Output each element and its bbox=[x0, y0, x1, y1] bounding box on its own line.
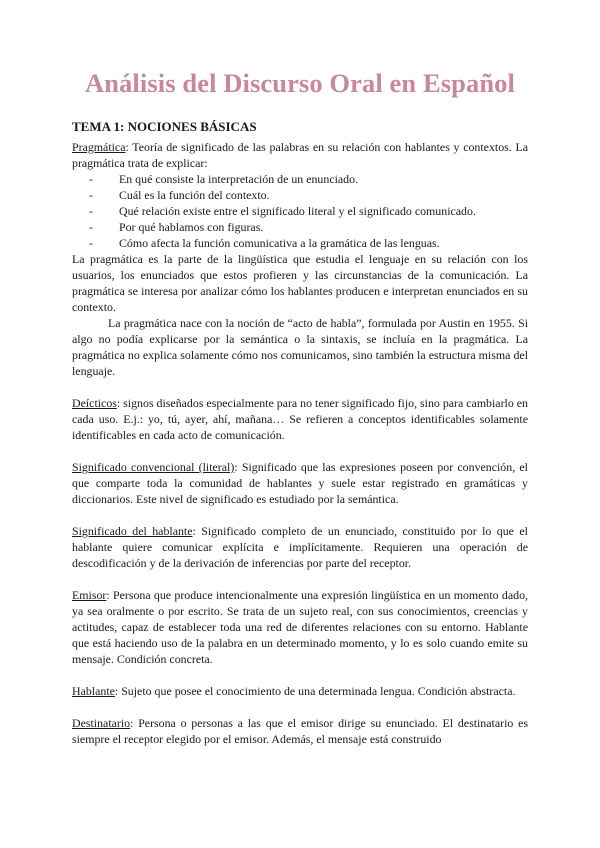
list-item: - Qué relación existe entre el significado literal y el significado comunicado. bbox=[89, 203, 528, 219]
definition-text: : Persona que produce intencionalmente una expresión lingüística en un momento dado, ya sea oralmente o por escrito. Se trata de un sujeto real, con sus conocimientos, creencias y actitudes, capaz de establecer toda una red de diferentes relaciones con su entorno. Hablante que está haciendo uso de la palabra en un determinado momento, y lo es solo cuando emite su mensaje. Condición concreta. bbox=[72, 588, 528, 666]
definition-text: : Persona o personas a las que el emisor dirige su enunciado. El destinatario es siempre el receptor elegido por el emisor. Además, el mensaje está construido bbox=[72, 716, 528, 746]
pragmatica-definition bbox=[72, 139, 528, 171]
pragmatica-def-text: : Teoría de significado de las palabras en su relación con hablantes y contextos. La pragmática trata de explicar: bbox=[72, 140, 528, 170]
pragmatica-paragraph-2: La pragmática nace con la noción de “acto de habla”, formulada por Austin en 1955. Si algo no podía explicarse por la semántica o la sintaxis, se incluía en la pragmática. La pragmática no explica solamente cómo nos comunicamos, sino también la estructura misma del lenguaje. bbox=[72, 316, 528, 378]
list-item: - En qué consiste la interpretación de un enunciado. bbox=[89, 171, 528, 187]
definition-deicticos bbox=[72, 395, 528, 443]
term: Hablante bbox=[72, 684, 115, 698]
term: Deícticos bbox=[72, 396, 117, 410]
definition-significado-convencional bbox=[72, 459, 528, 507]
term: Significado convencional (literal) bbox=[72, 460, 235, 474]
term: Destinatario bbox=[72, 716, 131, 730]
document-title: Análisis del Discurso Oral en Español bbox=[85, 68, 515, 98]
definition-text: : Significado completo de un enunciado, constituido por lo que el hablante quiere comunicar explícita e implícitamente. Requieren una operación de descodificación y de la derivación de inferencias por parte del receptor. bbox=[72, 524, 528, 570]
list-item: - Cuál es la función del contexto. bbox=[89, 187, 528, 203]
definition-destinatario bbox=[72, 715, 528, 747]
list-item: - Por qué hablamos con figuras. bbox=[89, 219, 528, 235]
definition-significado-hablante bbox=[72, 523, 528, 571]
spacer bbox=[72, 571, 528, 587]
list-item: - Cómo afecta la función comunicativa a la gramática de las lenguas. bbox=[89, 235, 528, 251]
spacer bbox=[72, 699, 528, 715]
spacer bbox=[72, 667, 528, 683]
term: Emisor bbox=[72, 588, 107, 602]
spacer bbox=[72, 507, 528, 523]
term: Significado del hablante bbox=[72, 524, 193, 538]
definition-text: : Sujeto que posee el conocimiento de una determinada lengua. Condición abstracta. bbox=[114, 684, 516, 698]
spacer bbox=[72, 379, 528, 395]
spacer bbox=[72, 443, 528, 459]
definition-text: : signos diseñados especialmente para no tener significado fijo, sino para cambiarlo en cada uso. E.j.: yo, tú, ayer, ahí, mañana… Se refieren a conceptos identificables solamente identificables en cada acto de comunicación. bbox=[72, 396, 528, 442]
section-heading: TEMA 1: NOCIONES BÁSICAS bbox=[72, 119, 257, 134]
term-pragmatica: Pragmática bbox=[72, 140, 126, 154]
pragmatica-paragraph-1: La pragmática es la parte de la lingüística que estudia el lenguaje en su relación con los usuarios, los enunciados que estos profieren y las circunstancias de la comunicación. La pragmática se interesa por analizar cómo los hablantes producen e interpretan enunciados en su contexto. bbox=[72, 252, 528, 314]
definition-hablante bbox=[72, 683, 528, 699]
pragmatica-list bbox=[72, 171, 528, 251]
definition-text: : Significado que las expresiones poseen por convención, el que comparte toda la comunidad de hablantes y suele estar registrado en gramáticas y diccionarios. Este nivel de significado es estudiado por la semántica. bbox=[72, 460, 528, 506]
definition-emisor bbox=[72, 587, 528, 667]
